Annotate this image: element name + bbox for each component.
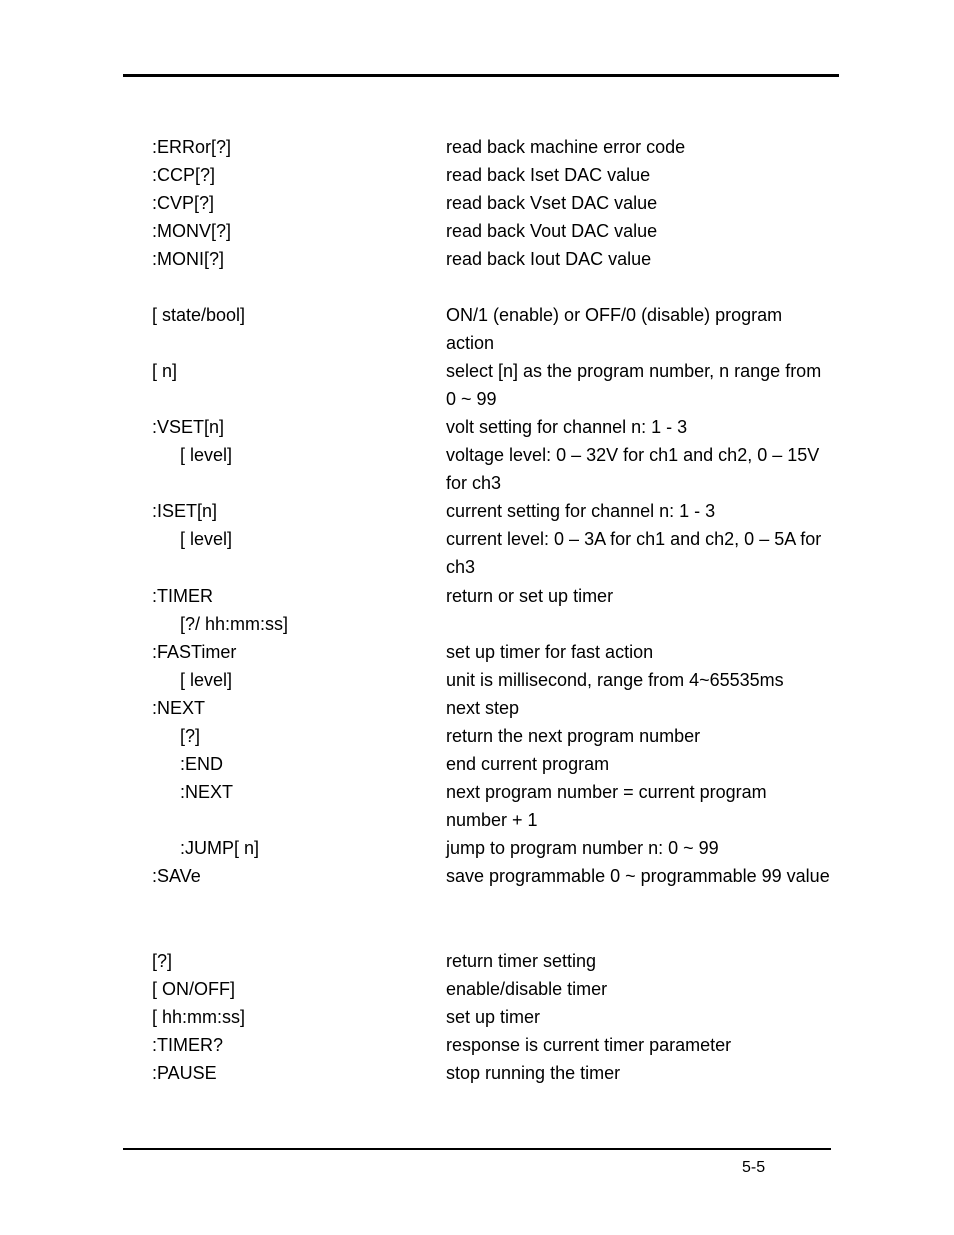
command-left: [ ON/OFF] [152, 979, 235, 999]
command-left: :JUMP[ n] [180, 838, 260, 858]
command-left: :VSET[n] [152, 417, 225, 437]
command-description: action [446, 333, 495, 353]
command-left: [ state/bool] [152, 305, 246, 325]
command-left: :ISET[n] [152, 501, 218, 521]
command-description: set up timer for fast action [446, 642, 654, 662]
command-left: [ level] [180, 445, 233, 465]
command-description: select [n] as the program number, n range from [446, 361, 822, 381]
command-description: jump to program number n: 0 ~ 99 [446, 838, 719, 858]
command-description: save programmable 0 ~ programmable 99 value [446, 866, 830, 886]
command-left: :ERRor[?] [152, 137, 232, 157]
command-left: :CCP[?] [152, 165, 216, 185]
command-description: read back machine error code [446, 137, 686, 157]
command-description: return the next program number [446, 726, 701, 746]
command-left: :SAVe [152, 866, 201, 886]
command-left: :FASTimer [152, 642, 237, 662]
command-left: :PAUSE [152, 1063, 217, 1083]
command-left: :NEXT [152, 698, 206, 718]
command-left: :END [180, 754, 224, 774]
command-description: read back Iset DAC value [446, 165, 651, 185]
command-left: :MONI[?] [152, 249, 225, 269]
command-left: :NEXT [180, 782, 234, 802]
command-description: volt setting for channel n: 1 - 3 [446, 417, 688, 437]
command-description: voltage level: 0 – 32V for ch1 and ch2, 0 – 15V [446, 445, 820, 465]
command-description: return or set up timer [446, 586, 614, 606]
page-number: 5-5 [742, 1159, 766, 1176]
command-description: next step [446, 698, 520, 718]
command-description: unit is millisecond, range from 4~65535ms [446, 670, 784, 690]
command-description: return timer setting [446, 951, 597, 971]
command-left: [ level] [180, 529, 233, 549]
command-description: current level: 0 – 3A for ch1 and ch2, 0 – 5A for [446, 529, 822, 549]
command-description: number + 1 [446, 810, 538, 830]
command-description: enable/disable timer [446, 979, 608, 999]
command-left: :MONV[?] [152, 221, 232, 241]
command-left: [ level] [180, 670, 233, 690]
command-description: for ch3 [446, 473, 502, 493]
footer-rule [123, 1148, 831, 1150]
command-description: ch3 [446, 557, 476, 577]
command-description: read back Vset DAC value [446, 193, 658, 213]
command-description: read back Vout DAC value [446, 221, 658, 241]
command-left: [?] [180, 726, 201, 746]
command-left: :TIMER [152, 586, 213, 606]
command-description: stop running the timer [446, 1063, 621, 1083]
command-left: :CVP[?] [152, 193, 215, 213]
command-description: set up timer [446, 1007, 541, 1027]
command-description: ON/1 (enable) or OFF/0 (disable) program [446, 305, 783, 325]
command-left: [?/ hh:mm:ss] [180, 614, 289, 634]
command-left: [?] [152, 951, 173, 971]
command-description: response is current timer parameter [446, 1035, 732, 1055]
command-left: :TIMER? [152, 1035, 224, 1055]
command-description: end current program [446, 754, 610, 774]
command-description: 0 ~ 99 [446, 389, 497, 409]
command-left: [ hh:mm:ss] [152, 1007, 246, 1027]
command-description: next program number = current program [446, 782, 767, 802]
command-description: read back Iout DAC value [446, 249, 652, 269]
command-description: current setting for channel n: 1 - 3 [446, 501, 716, 521]
command-left: [ n] [152, 361, 178, 381]
